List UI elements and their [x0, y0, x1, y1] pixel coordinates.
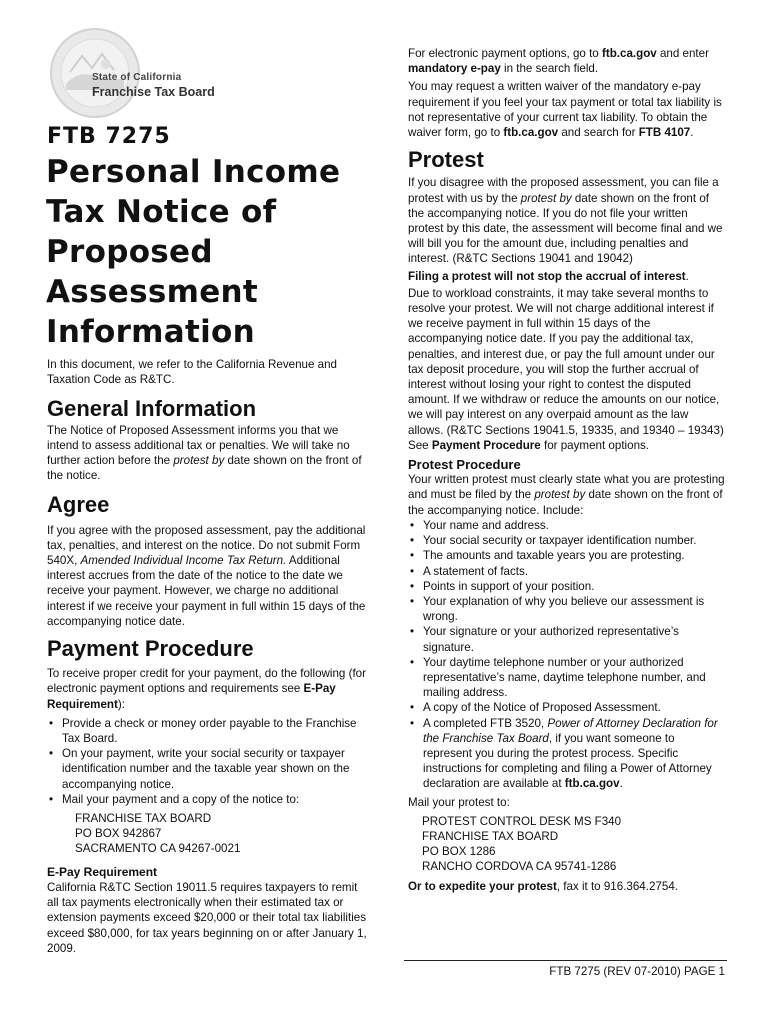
address-line: SACRAMENTO CA 94267-0021	[75, 842, 241, 856]
address-line: PO BOX 1286	[422, 845, 496, 859]
protest-mailing-address	[408, 814, 726, 875]
list-item: • Your daytime telephone number or your authorized representative’s name, daytime telephone number, and mailing address.	[408, 655, 726, 701]
list-item: • Your signature or your authorized representative’s signature.	[408, 624, 726, 654]
list-item: • On your payment, write your social security or taxpayer identification number and the taxable year shown on the accompanying notice.	[47, 746, 372, 792]
list-item: • A statement of facts.	[408, 564, 726, 579]
title-line: Assessment	[46, 274, 259, 310]
agency-logo	[48, 26, 248, 126]
list-item: • Provide a check or money order payable to the Franchise Tax Board.	[47, 716, 372, 746]
protest-requirements-list	[408, 518, 726, 792]
ftb-website-link[interactable]: ftb.ca.gov	[564, 777, 620, 791]
list-item: • A copy of the Notice of Proposed Assessment.	[408, 700, 726, 715]
payment-procedure-heading: Payment Procedure	[47, 636, 254, 662]
agency-state-label: State of California	[92, 72, 182, 83]
payment-steps-list	[47, 716, 372, 807]
payment-mailing-address	[47, 811, 372, 857]
waiver-text: You may request a written waiver of the mandatory e-pay requirement if you feel your tax payment or total tax liability is not representative of your current tax liability. To obtain the waiver form, go to ftb.ca.gov and search for FTB 4107.	[408, 80, 722, 140]
list-item: • Your name and address.	[408, 518, 726, 533]
general-information-heading: General Information	[47, 396, 257, 422]
title-line: Information	[46, 314, 256, 350]
epay-requirement-heading: E-Pay Requirement	[47, 864, 158, 879]
protest-heading: Protest	[408, 147, 484, 173]
protest-interest-text: Due to workload constraints, it may take several months to resolve your protest. We will not charge additional interest if we receive payment in full within 15 days of the accompanying notice date. If you pay the additional tax, penalties, and interest due, or pay the full amount under our tax deposit procedure, you will stop the further accrual of interest without losing your right to contest the disputed amount. If we withdraw or reduce the amounts on our notice, we will pay interest on any overpaid amount as the law allows. (R&TC Sections 19041.5, 19335, and 19340 – 19343) See Payment Procedure for payment options.	[408, 286, 724, 452]
agree-heading: Agree	[47, 492, 110, 518]
title-line: Personal Income	[46, 154, 341, 190]
address-line: RANCHO CORDOVA CA 95741-1286	[422, 860, 617, 874]
list-item: • Your explanation of why you believe our assessment is wrong.	[408, 594, 726, 624]
interest-accrual-notice: Filing a protest will not stop the accrual of interest.	[408, 269, 689, 283]
right-column	[408, 46, 726, 894]
protest-procedure-heading: Protest Procedure	[408, 457, 521, 473]
title-line: Tax Notice of	[46, 194, 277, 230]
electronic-payment-text: For electronic payment options, go to ftb.ca.gov and enter mandatory e-pay in the search field.	[408, 47, 709, 76]
list-item: • A completed FTB 3520, Power of Attorney Declaration for the Franchise Tax Board, if you want someone to represent you during the protest process. Specific instructions for completing and filing a Power of Attorney declaration are available at ftb.ca.gov.	[408, 716, 726, 792]
list-item: • Points in support of your position.	[408, 579, 726, 594]
page-title	[46, 152, 386, 352]
epay-requirement-text: California R&TC Section 19011.5 requires taxpayers to remit all tax payments electronically when their estimated tax or extension payments exceed $20,000 or their total tax liabilities exceed $80,000, for tax years beginning on or after January 1, 2009.	[47, 880, 367, 955]
form-number: FTB 7275	[47, 124, 171, 149]
agree-text: If you agree with the proposed assessment, pay the additional tax, penalties, and interest on the notice. Do not submit Form 540X, Amended Individual Income Tax Return. Additional interest accrues from the date of the notice to the date we receive your payment. However, we charge no additional interest if we receive your payment in full within 15 days of the accompanying notice date.	[47, 523, 366, 628]
fax-protest-text: Or to expedite your protest, fax it to 916.364.2754.	[408, 879, 678, 893]
protest-text: If you disagree with the proposed assessment, you can file a protest with us by the protest by date shown on the front of the accompanying notice. If you do not file your written protest by this date, the assessment will become final and we will bill you for the amount due, including penalties and interest. (R&TC Sections 19041 and 19042)	[408, 176, 723, 266]
address-line: PROTEST CONTROL DESK MS F340	[422, 814, 622, 828]
ftb-website-link[interactable]: ftb.ca.gov	[503, 126, 559, 140]
protest-procedure-text: Your written protest must clearly state what you are protesting and must be filed by the protest by date shown on the front of the accompanying notice. Include:	[408, 473, 725, 517]
list-item: • Your social security or taxpayer identification number.	[408, 533, 726, 548]
page-footer: FTB 7275 (REV 07-2010) PAGE 1	[549, 965, 725, 978]
ftb-website-link[interactable]: ftb.ca.gov	[601, 47, 657, 60]
address-line: PO BOX 942867	[75, 827, 162, 841]
title-line: Proposed	[46, 234, 213, 270]
list-item: • Mail your payment and a copy of the notice to:	[47, 792, 372, 807]
payment-procedure-text: To receive proper credit for your payment, do the following (for electronic payment options and requirements see E-Pay Requirement):	[47, 667, 366, 711]
address-line: FRANCHISE TAX BOARD	[75, 812, 212, 826]
address-line: FRANCHISE TAX BOARD	[422, 829, 559, 843]
footer-divider	[404, 960, 727, 961]
intro-text: In this document, we refer to the California Revenue and Taxation Code as R&TC.	[47, 358, 338, 387]
mail-protest-label: Mail your protest to:	[408, 795, 510, 809]
list-item: • The amounts and taxable years you are protesting.	[408, 548, 726, 563]
left-column	[47, 357, 372, 956]
general-information-text: The Notice of Proposed Assessment informs you that we intend to assess additional tax or penalties. We will take no further action before the protest by date shown on the front of the notice.	[47, 423, 362, 483]
agency-name: Franchise Tax Board	[92, 85, 215, 99]
